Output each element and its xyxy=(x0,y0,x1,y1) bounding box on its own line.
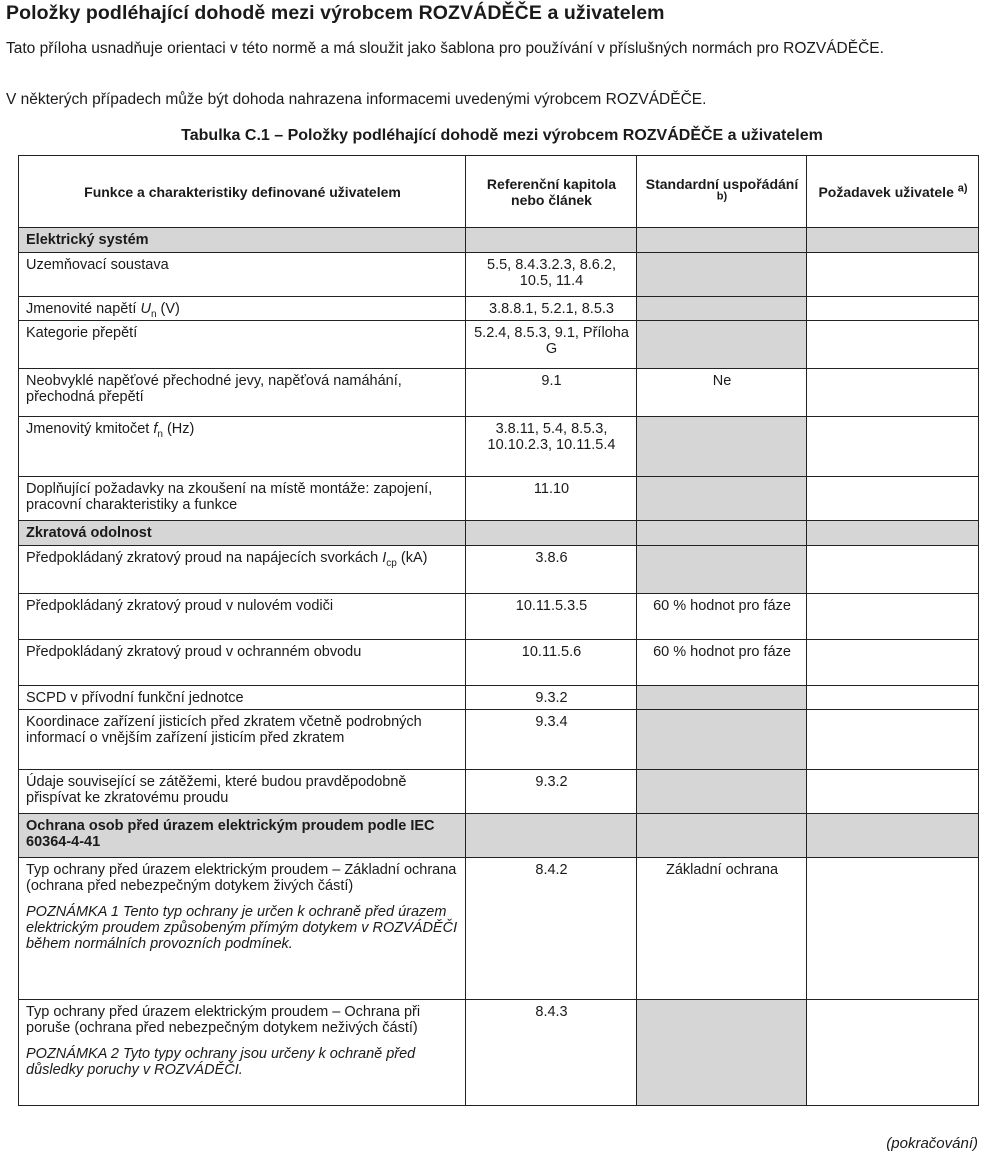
row-reference: 10.11.5.6 xyxy=(466,640,637,686)
table-row xyxy=(19,1000,979,1106)
shaded-cell xyxy=(466,814,637,858)
row-requirement[interactable] xyxy=(807,640,979,686)
row-reference: 3.8.8.1, 5.2.1, 8.5.3 xyxy=(466,297,637,321)
row-function xyxy=(19,1000,466,1106)
section-label: Ochrana osob před úrazem elektrickým proudem podle IEC 60364-4-41 xyxy=(19,814,466,858)
row-requirement[interactable] xyxy=(807,546,979,594)
function-text: Jmenovité napětí xyxy=(26,301,141,317)
table-header-row xyxy=(19,156,979,228)
header-reference: Referenční kapitola nebo článek xyxy=(466,156,637,228)
table-row xyxy=(19,770,979,814)
row-standard xyxy=(637,321,807,369)
row-standard xyxy=(637,686,807,710)
note-2: POZNÁMKA 2 Tyto typy ochrany jsou určeny k ochraně před důsledky poruchy v ROZVÁDĚČI. xyxy=(26,1046,416,1078)
row-requirement[interactable] xyxy=(807,686,979,710)
agreement-paragraph: V některých případech může být dohoda nahrazena informacemi uvedenými výrobcem ROZVÁDĚČE. xyxy=(6,91,707,108)
row-requirement[interactable] xyxy=(807,710,979,770)
header-function: Funkce a charakteristiky definované uživatelem xyxy=(19,156,466,228)
row-requirement[interactable] xyxy=(807,594,979,640)
row-function: Neobvyklé napěťové přechodné jevy, napěťová namáhání, přechodná přepětí xyxy=(19,369,466,417)
row-standard xyxy=(637,770,807,814)
row-standard: Základní ochrana xyxy=(637,858,807,1000)
row-reference: 3.8.11, 5.4, 8.5.3, 10.10.2.3, 10.11.5.4 xyxy=(466,417,637,477)
row-function: Předpokládaný zkratový proud v nulovém vodiči xyxy=(19,594,466,640)
subscript: n xyxy=(150,308,157,320)
table-row xyxy=(19,297,979,321)
footnote-mark-a: a) xyxy=(957,182,968,195)
table-caption: Tabulka C.1 – Položky podléhající dohodě mezi výrobcem ROZVÁDĚČE a uživatelem xyxy=(181,127,823,144)
row-reference: 8.4.2 xyxy=(466,858,637,1000)
row-requirement[interactable] xyxy=(807,369,979,417)
row-function: SCPD v přívodní funkční jednotce xyxy=(19,686,466,710)
header-standard-label: Standardní uspořádání xyxy=(645,176,799,192)
section-row-protection xyxy=(19,814,979,858)
shaded-cell xyxy=(466,228,637,253)
subscript: cp xyxy=(386,557,397,569)
shaded-cell xyxy=(637,814,807,858)
intro-paragraph: Tato příloha usnadňuje orientaci v této normě a má sloužit jako šablona pro používání v příslušných normách pro ROZVÁDĚČE. xyxy=(6,40,884,57)
row-reference: 11.10 xyxy=(466,477,637,521)
table-row xyxy=(19,321,979,369)
row-standard: 60 % hodnot pro fáze xyxy=(637,594,807,640)
row-standard xyxy=(637,477,807,521)
row-function: Koordinace zařízení jisticích před zkratem včetně podrobných informací o vnějším zařízení jisticím před zkratem xyxy=(19,710,466,770)
symbol: I xyxy=(382,550,387,566)
row-standard xyxy=(637,297,807,321)
table-row xyxy=(19,710,979,770)
row-requirement[interactable] xyxy=(807,1000,979,1106)
symbol: f xyxy=(153,421,158,437)
row-requirement[interactable] xyxy=(807,477,979,521)
table-row xyxy=(19,594,979,640)
section-row-short-circuit xyxy=(19,521,979,546)
annex-heading: Položky podléhající dohodě mezi výrobcem ROZVÁDĚČE a uživatelem xyxy=(6,2,665,24)
row-function xyxy=(19,546,466,594)
row-reference: 8.4.3 xyxy=(466,1000,637,1106)
row-function: Uzemňovací soustava xyxy=(19,253,466,297)
row-requirement[interactable] xyxy=(807,297,979,321)
agreement-table xyxy=(18,155,979,1106)
table-row xyxy=(19,253,979,297)
shaded-cell xyxy=(637,521,807,546)
subscript: n xyxy=(157,428,163,440)
header-requirement-label: Požadavek uživatele xyxy=(818,184,954,200)
row-reference: 9.3.2 xyxy=(466,770,637,814)
section-label: Elektrický systém xyxy=(19,228,466,253)
row-reference: 5.2.4, 8.5.3, 9.1, Příloha G xyxy=(466,321,637,369)
row-standard xyxy=(637,710,807,770)
continuation-note: (pokračování) xyxy=(886,1135,978,1152)
row-requirement[interactable] xyxy=(807,770,979,814)
footnote-mark-b: b) xyxy=(716,190,728,203)
row-standard xyxy=(637,417,807,477)
section-row-electrical xyxy=(19,228,979,253)
shaded-cell xyxy=(807,228,979,253)
row-standard: Ne xyxy=(637,369,807,417)
row-function: Kategorie přepětí xyxy=(19,321,466,369)
note-1: POZNÁMKA 1 Tento typ ochrany je určen k ochraně před úrazem elektrickým proudem způsobeným přímým dotykem v ROZVÁDĚČI během normálních provozních podmínek. xyxy=(26,904,458,952)
row-function xyxy=(19,297,466,321)
table-row xyxy=(19,477,979,521)
shaded-cell xyxy=(807,814,979,858)
unit: (V) xyxy=(156,301,180,317)
row-requirement[interactable] xyxy=(807,321,979,369)
row-reference: 9.1 xyxy=(466,369,637,417)
shaded-cell xyxy=(637,228,807,253)
unit: (kA) xyxy=(396,550,428,566)
row-function: Doplňující požadavky na zkoušení na místě montáže: zapojení, pracovní charakteristiky a funkce xyxy=(19,477,466,521)
shaded-cell xyxy=(466,521,637,546)
function-text: Typ ochrany před úrazem elektrickým proudem – Základní ochrana (ochrana před nebezpečným dotykem živých částí) xyxy=(26,862,457,894)
row-standard xyxy=(637,253,807,297)
row-reference: 10.11.5.3.5 xyxy=(466,594,637,640)
table-row xyxy=(19,369,979,417)
row-standard xyxy=(637,1000,807,1106)
section-label: Zkratová odolnost xyxy=(19,521,466,546)
function-text: Jmenovitý kmitočet xyxy=(26,421,154,437)
symbol: U xyxy=(140,301,151,317)
row-reference: 9.3.4 xyxy=(466,710,637,770)
row-requirement[interactable] xyxy=(807,858,979,1000)
shaded-cell xyxy=(807,521,979,546)
row-function: Předpokládaný zkratový proud v ochranném obvodu xyxy=(19,640,466,686)
table-row xyxy=(19,686,979,710)
header-requirement xyxy=(807,156,979,228)
row-reference: 9.3.2 xyxy=(466,686,637,710)
row-requirement[interactable] xyxy=(807,417,979,477)
function-text: Typ ochrany před úrazem elektrickým proudem – Ochrana při poruše (ochrana před nebezpečným dotykem neživých částí) xyxy=(26,1004,421,1036)
header-standard xyxy=(637,156,807,228)
table-row xyxy=(19,858,979,1000)
row-function: Údaje související se zátěžemi, které budou pravděpodobně přispívat ke zkratovému proudu xyxy=(19,770,466,814)
table-row xyxy=(19,417,979,477)
table-row xyxy=(19,640,979,686)
row-reference: 5.5, 8.4.3.2.3, 8.6.2, 10.5, 11.4 xyxy=(466,253,637,297)
row-standard xyxy=(637,546,807,594)
unit: (Hz) xyxy=(162,421,195,437)
function-text: Předpokládaný zkratový proud na napájecích svorkách xyxy=(26,550,383,566)
row-standard: 60 % hodnot pro fáze xyxy=(637,640,807,686)
row-reference: 3.8.6 xyxy=(466,546,637,594)
row-requirement[interactable] xyxy=(807,253,979,297)
table-row xyxy=(19,546,979,594)
row-function xyxy=(19,417,466,477)
row-function xyxy=(19,858,466,1000)
